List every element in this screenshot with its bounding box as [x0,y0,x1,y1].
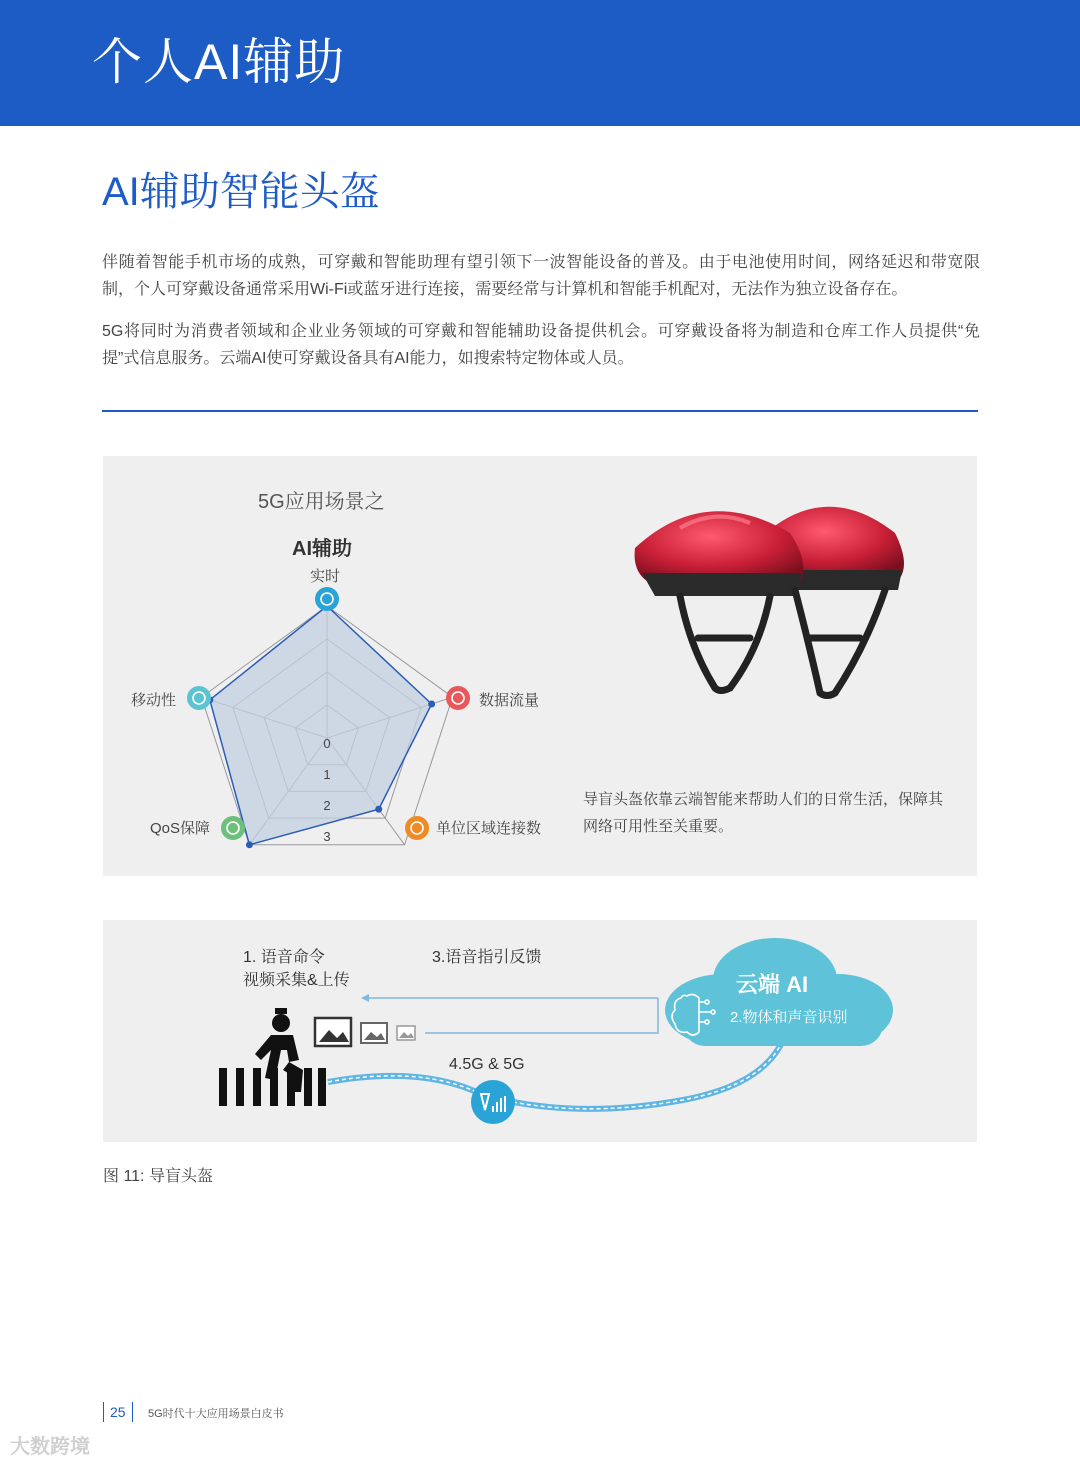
image-frame-icon [315,1018,415,1046]
opportunity-paragraph: 5G将同时为消费者领域和企业业务领域的可穿戴和智能辅助设备提供机会。可穿戴设备将为制造和仓库工作人员提供“免提”式信息服务。云端AI使可穿戴设备具有AI能力，如搜索特定物体或人员。 [102,323,980,367]
section-title: AI辅助智能头盔 [102,170,380,214]
helmet-caption: 导盲头盔依靠云端智能来帮助人们的日常生活，保障其网络可用性至关重要。 [583,791,944,835]
axis-label-mobility: 移动性 [131,692,177,709]
move-arrows-icon [187,686,211,710]
page-number: 25 [103,1402,133,1422]
footer-doc-title: 5G时代十大应用场景白皮书 [148,1408,284,1420]
cube-icon [446,686,470,710]
axis-label-data-traffic: 数据流量 [479,692,540,709]
axis-label-qos: QoS保障 [150,820,211,837]
step3-voice-feedback: 3.语音指引反馈 [432,949,542,966]
step1-video-upload: 视频采集&上传 [243,972,350,989]
network-label: 4.5G & 5G [449,1056,525,1073]
radar-title: AI辅助 [292,538,352,560]
cloud-ai-title: 云端 AI [736,972,809,997]
radar-scale-label: 0 [323,736,331,751]
axis-label-connection-density: 单位区域连接数 [436,820,542,837]
radar-point [246,841,253,848]
radar-point [375,806,382,813]
priority-list-icon [221,816,245,840]
smart-helmet-image [620,478,920,708]
radar-scale-label: 3 [323,829,331,844]
step1-voice-command: 1. 语音命令 [243,949,325,966]
network-wave [328,1040,783,1109]
watermark: 大数跨境 [10,1436,90,1458]
walking-person-icon [255,1008,303,1092]
page-header [0,0,1080,126]
cloud-recognition-label: 2.物体和声音识别 [730,1009,848,1026]
axis-label-realtime: 实时 [310,568,341,585]
radar-scale-label: 2 [323,798,331,813]
section-divider [102,410,978,412]
arrow-head-icon [361,994,369,1002]
flow-diagram [103,920,977,1142]
radar-subtitle: 5G应用场景之 [258,491,385,513]
radar-scale-label: 1 [323,767,331,782]
network-icon [405,816,429,840]
clock-icon [315,587,339,611]
radar-data-area [210,606,432,845]
upload-arrow-line [425,998,658,1033]
signal-tower-icon [471,1080,515,1124]
radar-point [428,701,435,708]
figure-caption: 图 11: 导盲头盔 [103,1168,213,1185]
intro-paragraph: 伴随着智能手机市场的成熟，可穿戴和智能助理有望引领下一波智能设备的普及。由于电池使用时间，网络延迟和带宽限制，个人可穿戴设备通常采用Wi-Fi或蓝牙进行连接，需要经常与计算机和智能手机配对，无法作为独立设备存在。 [102,254,980,298]
header-title: 个人AI辅助 [92,34,346,90]
